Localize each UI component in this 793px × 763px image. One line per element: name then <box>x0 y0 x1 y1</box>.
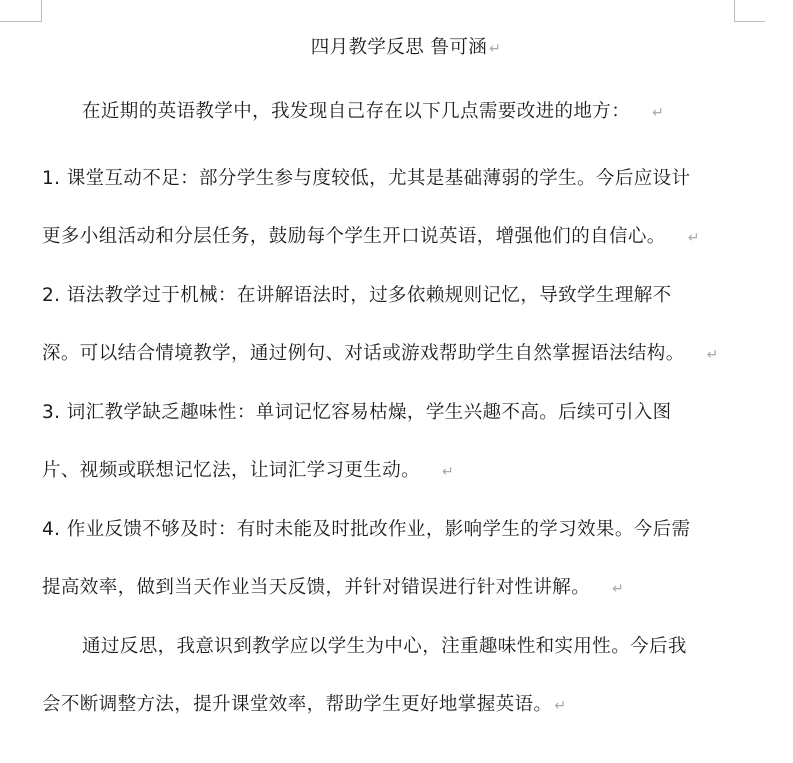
paragraph-mark-icon: ↵ <box>612 581 625 597</box>
crop-mark-top-left <box>0 0 42 22</box>
paragraph-mark-icon: ↵ <box>706 347 719 363</box>
list-item-text: 深。可以结合情境教学，通过例句、对话或游戏帮助学生自然掌握语法结构。 <box>42 343 685 364</box>
list-item-line <box>42 219 742 278</box>
paragraph-mark-icon: ↵ <box>489 41 502 57</box>
document-title: 四月教学反思 鲁可涵 <box>310 37 488 58</box>
list-item-line <box>42 161 742 220</box>
list-item-text: 更多小组活动和分层任务，鼓励每个学生开口说英语，增强他们的自信心。 <box>42 226 666 247</box>
paragraph-mark-icon: ↵ <box>554 698 567 714</box>
list-item-text: 片、视频或联想记忆法，让词汇学习更生动。 <box>42 460 421 481</box>
list-item-text: 提高效率，做到当天作业当天反馈，并针对错误进行针对性讲解。 <box>42 577 591 598</box>
document-body[interactable] <box>42 30 742 746</box>
document-title-line <box>42 30 742 72</box>
list-item-line <box>42 512 742 571</box>
conclusion-line <box>42 629 742 688</box>
paragraph-mark-icon: ↵ <box>442 464 455 480</box>
conclusion-text: 会不断调整方法，提升课堂效率，帮助学生更好地掌握英语。 <box>42 694 553 715</box>
list-item-text: 4. 作业反馈不够及时：有时未能及时批改作业，影响学生的学习效果。今后需 <box>42 518 691 540</box>
list-item-line <box>42 453 742 512</box>
conclusion-text: 通过反思，我意识到教学应以学生为中心，注重趣味性和实用性。今后我 <box>82 635 687 657</box>
list-item-line <box>42 336 742 395</box>
list-item-line <box>42 278 742 337</box>
paragraph-mark-icon: ↵ <box>652 105 665 121</box>
list-item-text: 2. 语法教学过于机械：在讲解语法时，过多依赖规则记忆，导致学生理解不 <box>42 284 672 306</box>
list-item-line <box>42 570 742 629</box>
list-item-text: 3. 词汇教学缺乏趣味性：单词记忆容易枯燥，学生兴趣不高。后续可引入图 <box>42 401 672 423</box>
list-item-text: 1. 课堂互动不足：部分学生参与度较低，尤其是基础薄弱的学生。今后应设计 <box>42 167 691 189</box>
list-item-line <box>42 395 742 454</box>
intro-paragraph <box>42 94 742 153</box>
crop-mark-top-right <box>734 0 765 22</box>
conclusion-line <box>42 687 742 746</box>
intro-text: 在近期的英语教学中，我发现自己存在以下几点需要改进的地方： <box>82 101 631 122</box>
paragraph-mark-icon: ↵ <box>687 230 700 246</box>
